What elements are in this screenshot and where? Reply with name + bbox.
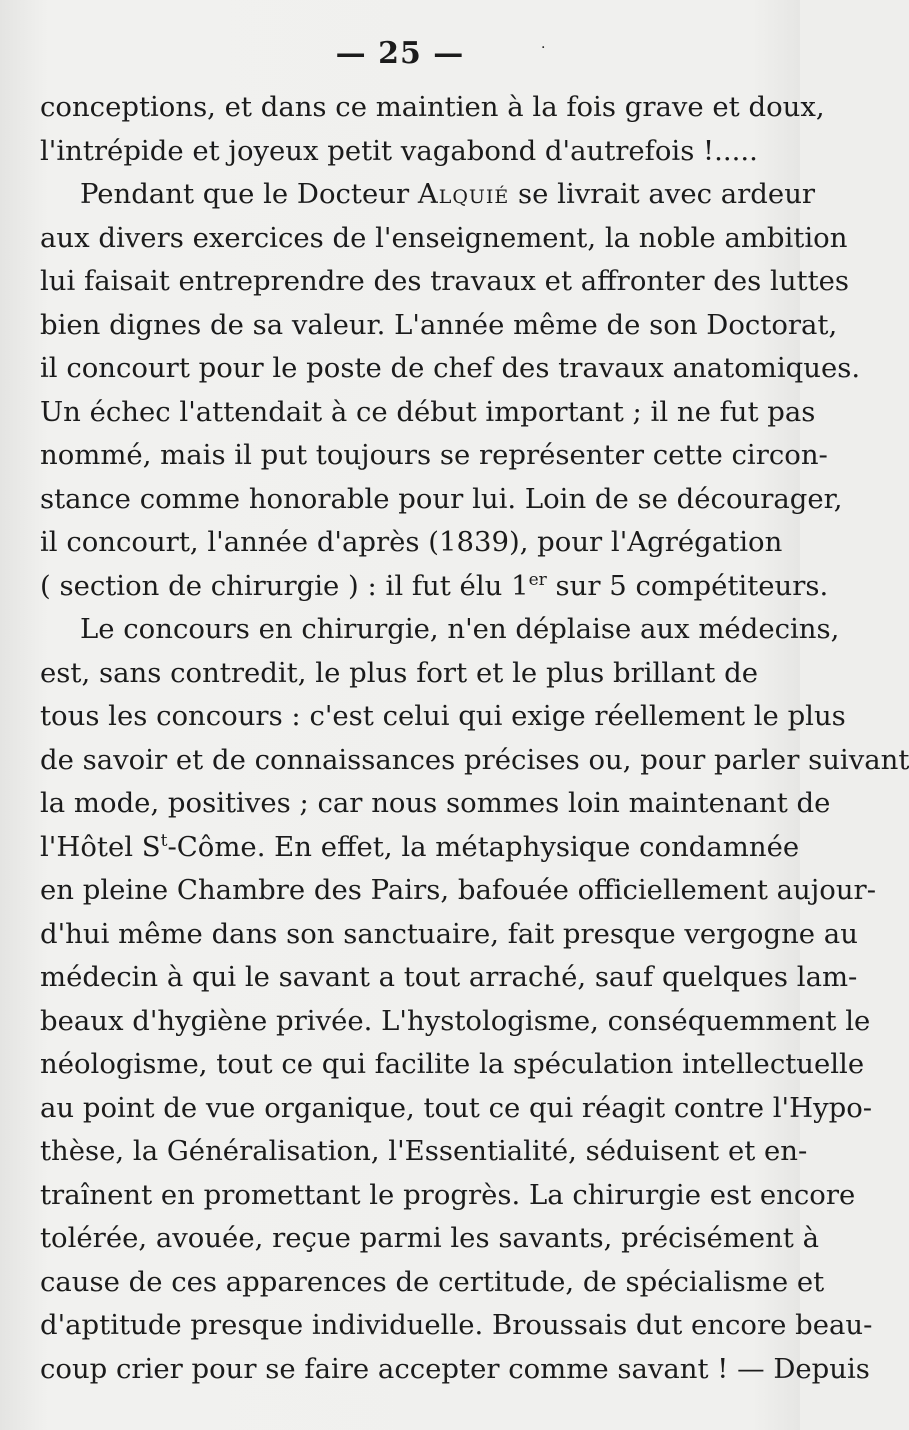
text-line: néologisme, tout ce qui facilite la spéculation intellectuelle (40, 1048, 865, 1080)
text-line: traînent en promettant le progrès. La chirurgie est encore (40, 1178, 856, 1211)
text-line: tolérée, avouée, reçue parmi les savants, précisément à (40, 1222, 819, 1254)
text-line: conceptions, et dans ce maintien à la fois grave et doux, (40, 91, 825, 123)
text-line: bien dignes de sa valeur. L'année même de son Doctorat, (40, 308, 838, 341)
text-line: cause de ces apparences de certitude, de spécialisme et (40, 1265, 825, 1298)
text-line: de savoir et de connaissances précises ou, pour parler suivant (40, 743, 909, 776)
text-line: médecin à qui le savant a tout arraché, sauf quelques lam- (40, 961, 858, 993)
text-line: tous les concours : c'est celui qui exige réellement le plus (40, 700, 846, 732)
text-span: se livrait avec ardeur (509, 178, 816, 210)
text-line: est, sans contredit, le plus fort et le plus brillant de (40, 656, 758, 689)
text-line: lui faisait entreprendre des travaux et affronter des luttes (40, 265, 850, 297)
text-span: ( section de chirurgie ) : il fut élu 1 (40, 569, 529, 602)
text-line: d'hui même dans son sanctuaire, fait presque vergogne au (40, 917, 858, 950)
text-line: il concourt pour le poste de chef des travaux anatomiques. (40, 352, 861, 384)
text-line: au point de vue organique, tout ce qui réagit contre l'Hypo- (40, 1091, 873, 1124)
text-line: coup crier pour se faire accepter comme savant ! — Depuis (40, 1352, 870, 1385)
text-line: il concourt, l'année d'après (1839), pour l'Agrégation (40, 526, 783, 558)
text-line (40, 173, 816, 217)
text-line (40, 826, 800, 870)
text-span: -Côme. En effet, la métaphysique condamnée (167, 830, 800, 863)
author-name: Alquié (417, 178, 510, 210)
text-line: stance comme honorable pour lui. Loin de se décourager, (40, 482, 843, 515)
text-line: thèse, la Généralisation, l'Essentialité, séduisent et en- (40, 1135, 808, 1167)
ink-speck: · (541, 40, 546, 56)
text-line: nommé, mais il put toujours se représenter cette circon- (40, 439, 828, 471)
superscript: er (528, 569, 547, 590)
body-text (40, 86, 909, 1391)
text-line: aux divers exercices de l'enseignement, la noble ambition (40, 221, 848, 254)
text-span: Pendant que le Docteur (80, 178, 418, 210)
text-line: la mode, positives ; car nous sommes loin maintenant de (40, 787, 831, 819)
text-line (40, 565, 829, 609)
text-line: beaux d'hygiène privée. L'hystologisme, conséquemment le (40, 1004, 871, 1037)
text-line: d'aptitude presque individuelle. Broussais dut encore beau- (40, 1309, 873, 1341)
text-line: Un échec l'attendait à ce début important ; il ne fut pas (40, 395, 816, 428)
page-number: — 25 — (335, 36, 465, 71)
superscript: t (160, 830, 168, 851)
text-span: l'Hôtel S (40, 830, 161, 863)
text-line: l'intrépide et joyeux petit vagabond d'autrefois !..... (40, 134, 758, 167)
text-line: en pleine Chambre des Pairs, bafouée officiellement aujour- (40, 874, 876, 906)
text-span: sur 5 compétiteurs. (546, 569, 829, 602)
text-line: Le concours en chirurgie, n'en déplaise aux médecins, (80, 613, 840, 645)
